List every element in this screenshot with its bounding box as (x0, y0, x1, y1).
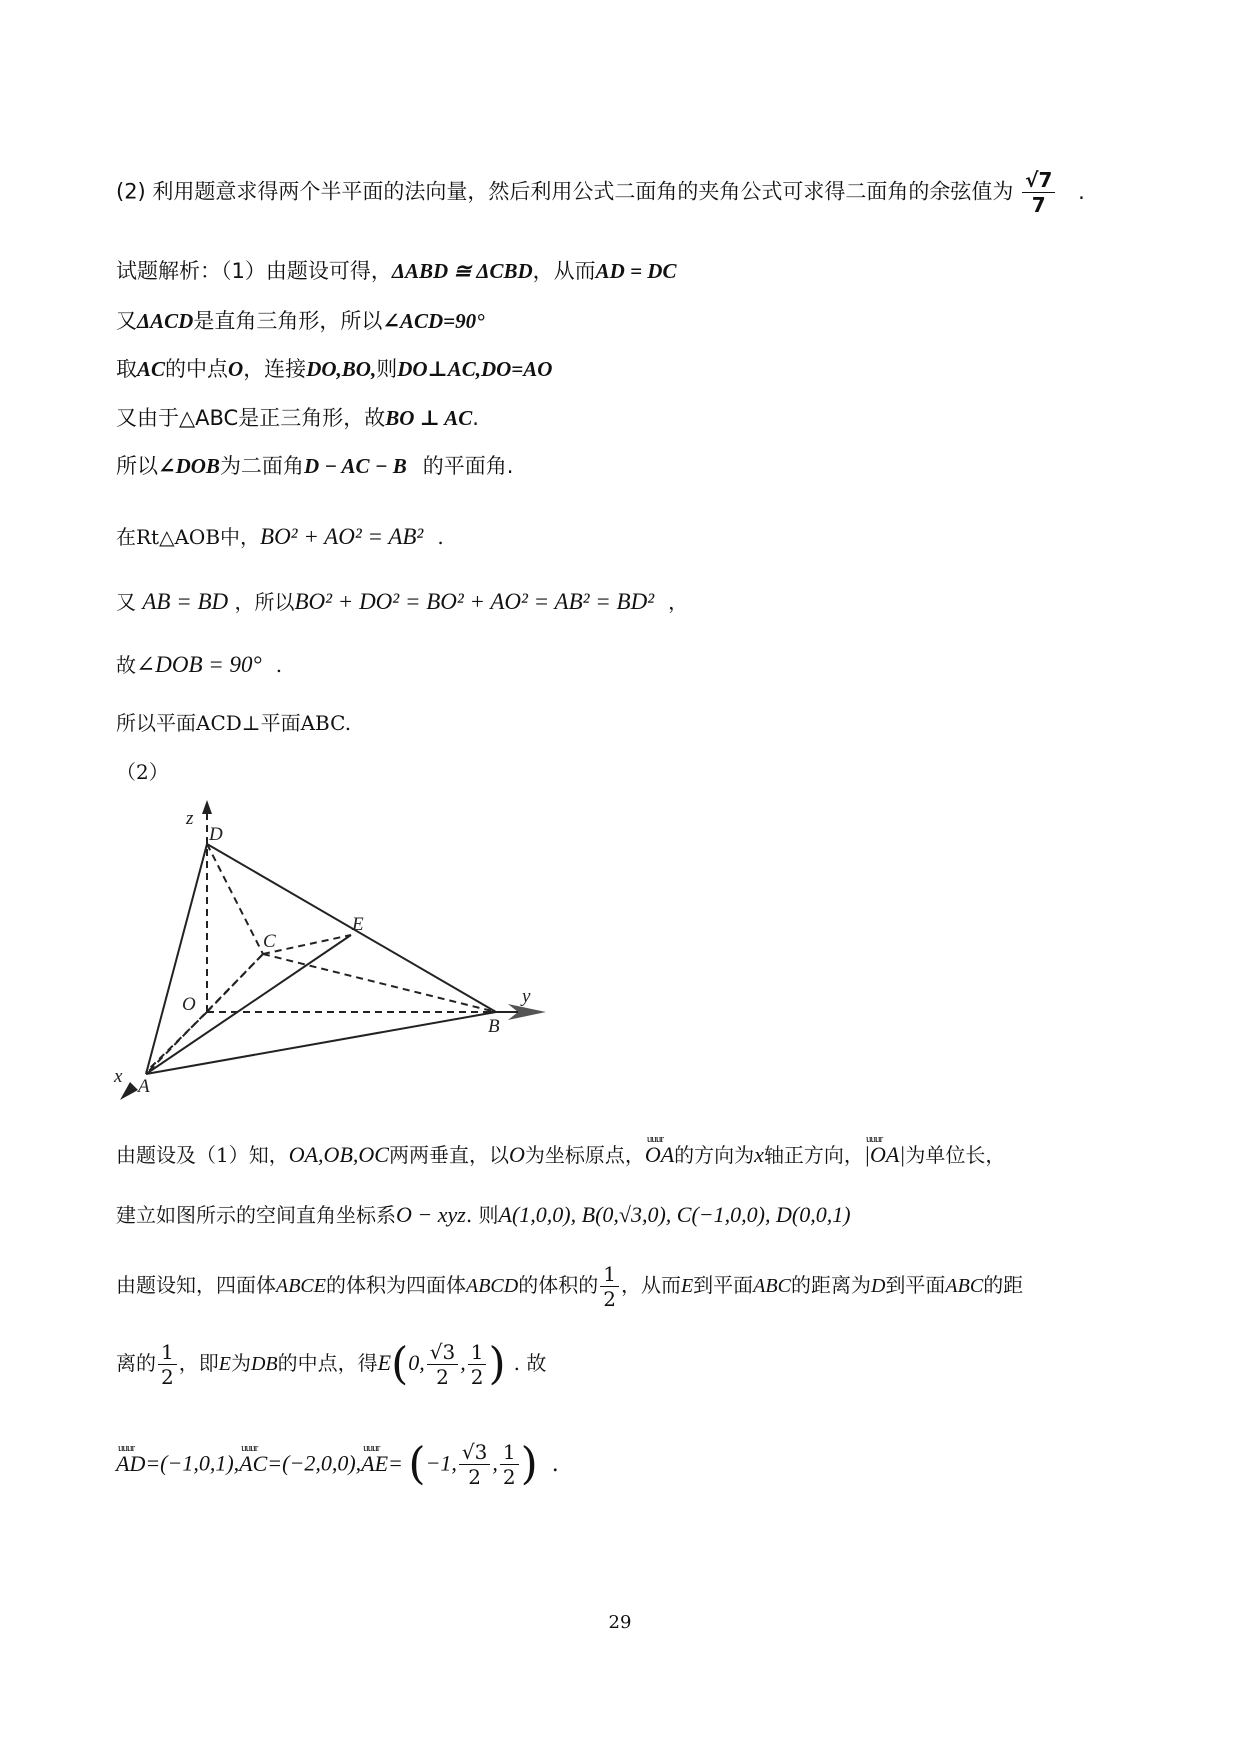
label-c: C (263, 931, 276, 952)
p1-vector-oa: uuur OA (645, 1140, 674, 1170)
p3-math-abcd: ABCD (466, 1275, 519, 1297)
line1-math-equal: AD = DC (595, 259, 677, 283)
p5-paren-left: ( (408, 1438, 426, 1490)
line8-math-angle: ∠DOB = 90° (136, 652, 262, 677)
p4-paren-left: ( (391, 1338, 409, 1390)
p3-frac-den: 2 (603, 1287, 616, 1311)
hint-frac-den: 7 (1031, 193, 1046, 217)
p2-math-coords: A(1,0,0), B(0,√3,0), C(−1,0,0), D(0,0,1) (498, 1202, 851, 1227)
z-axis-arrow (202, 800, 212, 814)
p4-b: ，即 (178, 1351, 219, 1375)
p1-d: 的方向为 (674, 1143, 755, 1167)
solution-line-2 (116, 306, 485, 336)
p3-b: 的体积为四面体 (326, 1273, 466, 1297)
edge-cb (263, 954, 496, 1012)
p1-f: 为单位长， (905, 1143, 1006, 1167)
p1-math-o: O (508, 1142, 525, 1167)
line8-end: . (275, 653, 283, 677)
part2-line-2 (116, 1200, 851, 1230)
p4-math-e: E (218, 1353, 231, 1375)
p4-coord-f1-den: 2 (436, 1365, 449, 1389)
p4-frac-den: 2 (161, 1365, 174, 1389)
p3-math-abce: ABCE (276, 1275, 326, 1297)
line5-end: 的平面角. (422, 454, 514, 478)
part2-label: （2） (116, 760, 169, 784)
p5-paren-right: ) (520, 1438, 538, 1490)
solution-line-1 (116, 256, 676, 286)
page-number: 29 (608, 1612, 632, 1633)
p1-a: 由题设及（1）知， (116, 1143, 289, 1167)
p2-b: . 则 (465, 1203, 499, 1227)
line5-math-angle: ∠DOB (158, 454, 220, 478)
p1-e: 轴正方向， (763, 1143, 864, 1167)
line7-mid: ，所以 (234, 590, 295, 614)
part2-line-3 (116, 1262, 1023, 1311)
p5-coord-f2-den: 2 (502, 1465, 516, 1489)
p3-g: 到平面 (885, 1273, 946, 1297)
p4-coord-frac2 (468, 1340, 487, 1389)
solution-line-4 (116, 403, 479, 433)
label-y: y (522, 986, 531, 1007)
solution-line-6 (116, 522, 444, 552)
line5-prefix: 所以 (116, 454, 158, 478)
p3-math-e: E (680, 1275, 694, 1297)
line3-mid1: 的中点 (165, 357, 229, 381)
p3-f: 的距离为 (790, 1273, 871, 1297)
p4-coord-f2-num: 1 (468, 1340, 487, 1365)
p2-a: 建立如图所示的空间直角坐标系 (116, 1203, 396, 1227)
line2-math-triangle: ΔACD (137, 309, 194, 333)
p3-math-abc2: ABC (945, 1275, 984, 1297)
p4-e: . 故 (513, 1351, 547, 1375)
line7-prefix: 又 (116, 590, 136, 614)
solution-line-9: 所以平面ACD⊥平面ABC. (116, 711, 352, 735)
p4-coord-a: 0, (408, 1350, 425, 1375)
line1-math-congruent: ΔABD ≅ ΔCBD (391, 259, 533, 283)
label-z: z (186, 808, 194, 829)
hint-end: . (1078, 179, 1085, 204)
label-x: x (114, 1066, 123, 1087)
p3-d: ，从而 (620, 1273, 681, 1297)
p5-vector-ac: uuur AC (239, 1449, 267, 1479)
p5-coord-b: , (492, 1450, 498, 1476)
p4-coord-frac1 (427, 1340, 458, 1389)
line4-math-perp: BO ⊥ AC (385, 406, 473, 430)
p4-math-db: DB (250, 1353, 278, 1375)
p2-math-oxyz: O − xyz (396, 1202, 466, 1227)
part2-line-5 (116, 1440, 559, 1489)
p4-c: 为 (230, 1351, 251, 1375)
solution-line-5 (116, 451, 513, 481)
p1-math-x: x (754, 1142, 764, 1167)
line3-math-o: O (228, 357, 244, 381)
part2-line-1 (116, 1140, 1005, 1170)
line8-prefix: 故 (116, 653, 136, 677)
p5-coord-f1-num: √3 (459, 1440, 490, 1465)
p5-coord-a: −1, (425, 1450, 457, 1476)
p4-math-e2: E (377, 1350, 392, 1375)
p3-c: 的体积的 (518, 1273, 599, 1297)
line3-math-dobo: DO,BO, (306, 357, 377, 381)
p3-a: 由题设知，四面体 (116, 1273, 276, 1297)
line7-end: ， (668, 590, 689, 614)
p1-c: 为坐标原点， (524, 1143, 645, 1167)
p5-vector-ad: uuur AD (116, 1449, 145, 1479)
p3-frac-num: 1 (600, 1262, 619, 1287)
hint-frac-num: √7 (1022, 168, 1055, 193)
p4-fraction (158, 1340, 177, 1389)
p5-coord-frac1 (459, 1440, 490, 1489)
line3-mid2: ，连接 (243, 357, 307, 381)
x-axis-arrow (120, 1082, 138, 1100)
part2-line-4 (116, 1340, 546, 1389)
p5-coord-f1-den: 2 (468, 1465, 482, 1489)
label-b: B (488, 1016, 500, 1037)
solution-line-7 (116, 587, 688, 617)
p5-vector-ae: uuur AE (361, 1449, 388, 1479)
line1-mid: ，从而 (532, 259, 596, 283)
p5-eq3: = (388, 1450, 409, 1476)
p4-frac-num: 1 (158, 1340, 177, 1365)
p3-e: 到平面 (693, 1273, 754, 1297)
p3-math-d: D (870, 1275, 886, 1297)
line6-prefix: 在Rt△AOB中， (116, 525, 261, 549)
p4-paren-right: ) (488, 1338, 506, 1390)
label-o: O (182, 994, 196, 1015)
p5-eq2: =(−2,0,0), (267, 1450, 362, 1476)
line4-end: . (472, 406, 479, 430)
p5-end: . (551, 1451, 559, 1477)
line4-prefix: 又由于△ABC是正三角形，故 (116, 406, 386, 430)
line3-prefix: 取 (116, 357, 137, 381)
p1-math-oa-ob-oc: OA,OB,OC (288, 1142, 389, 1167)
line2-math-angle: ∠ACD=90° (382, 309, 485, 333)
p4-coord-f2-den: 2 (470, 1365, 484, 1389)
solution-line-3 (116, 354, 552, 384)
p3-h: 的距 (983, 1273, 1024, 1297)
p5-coord-f2-num: 1 (500, 1440, 519, 1465)
hint-line (116, 168, 1085, 217)
line2-prefix: 又 (116, 309, 137, 333)
p1-b: 两两垂直，以 (388, 1143, 509, 1167)
line7-math-chain: BO² + DO² = BO² + AO² = AB² = BD² (294, 589, 655, 614)
label-d: D (209, 824, 223, 845)
label-e: E (352, 914, 364, 935)
line3-math-ac: AC (137, 357, 166, 381)
line3-mid3: 则 (376, 357, 398, 381)
p5-eq1: =(−1,0,1), (145, 1450, 240, 1476)
p4-a: 离的 (116, 1351, 156, 1375)
p5-coord-frac2 (500, 1440, 519, 1489)
line1-prefix: 试题解析：（1）由题设可得， (116, 259, 392, 283)
line6-end: . (437, 525, 444, 549)
p3-math-abc1: ABC (753, 1275, 791, 1297)
line2-mid: 是直角三角形，所以 (193, 309, 383, 333)
line7-math-ab-bd: AB = BD (142, 589, 229, 614)
line5-mid: 为二面角 (219, 454, 304, 478)
p3-fraction (600, 1262, 619, 1311)
solution-line-8 (116, 650, 282, 680)
line6-math-pythag: BO² + AO² = AB² (260, 524, 424, 549)
p4-d: 的中点，得 (277, 1351, 378, 1375)
p1-magnitude-oa: uuur |OA| (864, 1140, 905, 1170)
line3-math-perp: DO⊥AC,DO=AO (397, 357, 553, 381)
tetrahedron-figure (108, 792, 568, 1122)
hint-text: (2) 利用题意求得两个半平面的法向量，然后利用公式二面角的夹角公式可求得二面角的余弦值为 (116, 179, 1014, 204)
hint-fraction (1022, 168, 1055, 217)
p4-coord-f1-num: √3 (427, 1340, 458, 1365)
label-a: A (138, 1076, 150, 1097)
p4-coord-b: , (460, 1350, 466, 1375)
line5-math-dihedral: D − AC − B (303, 454, 407, 478)
